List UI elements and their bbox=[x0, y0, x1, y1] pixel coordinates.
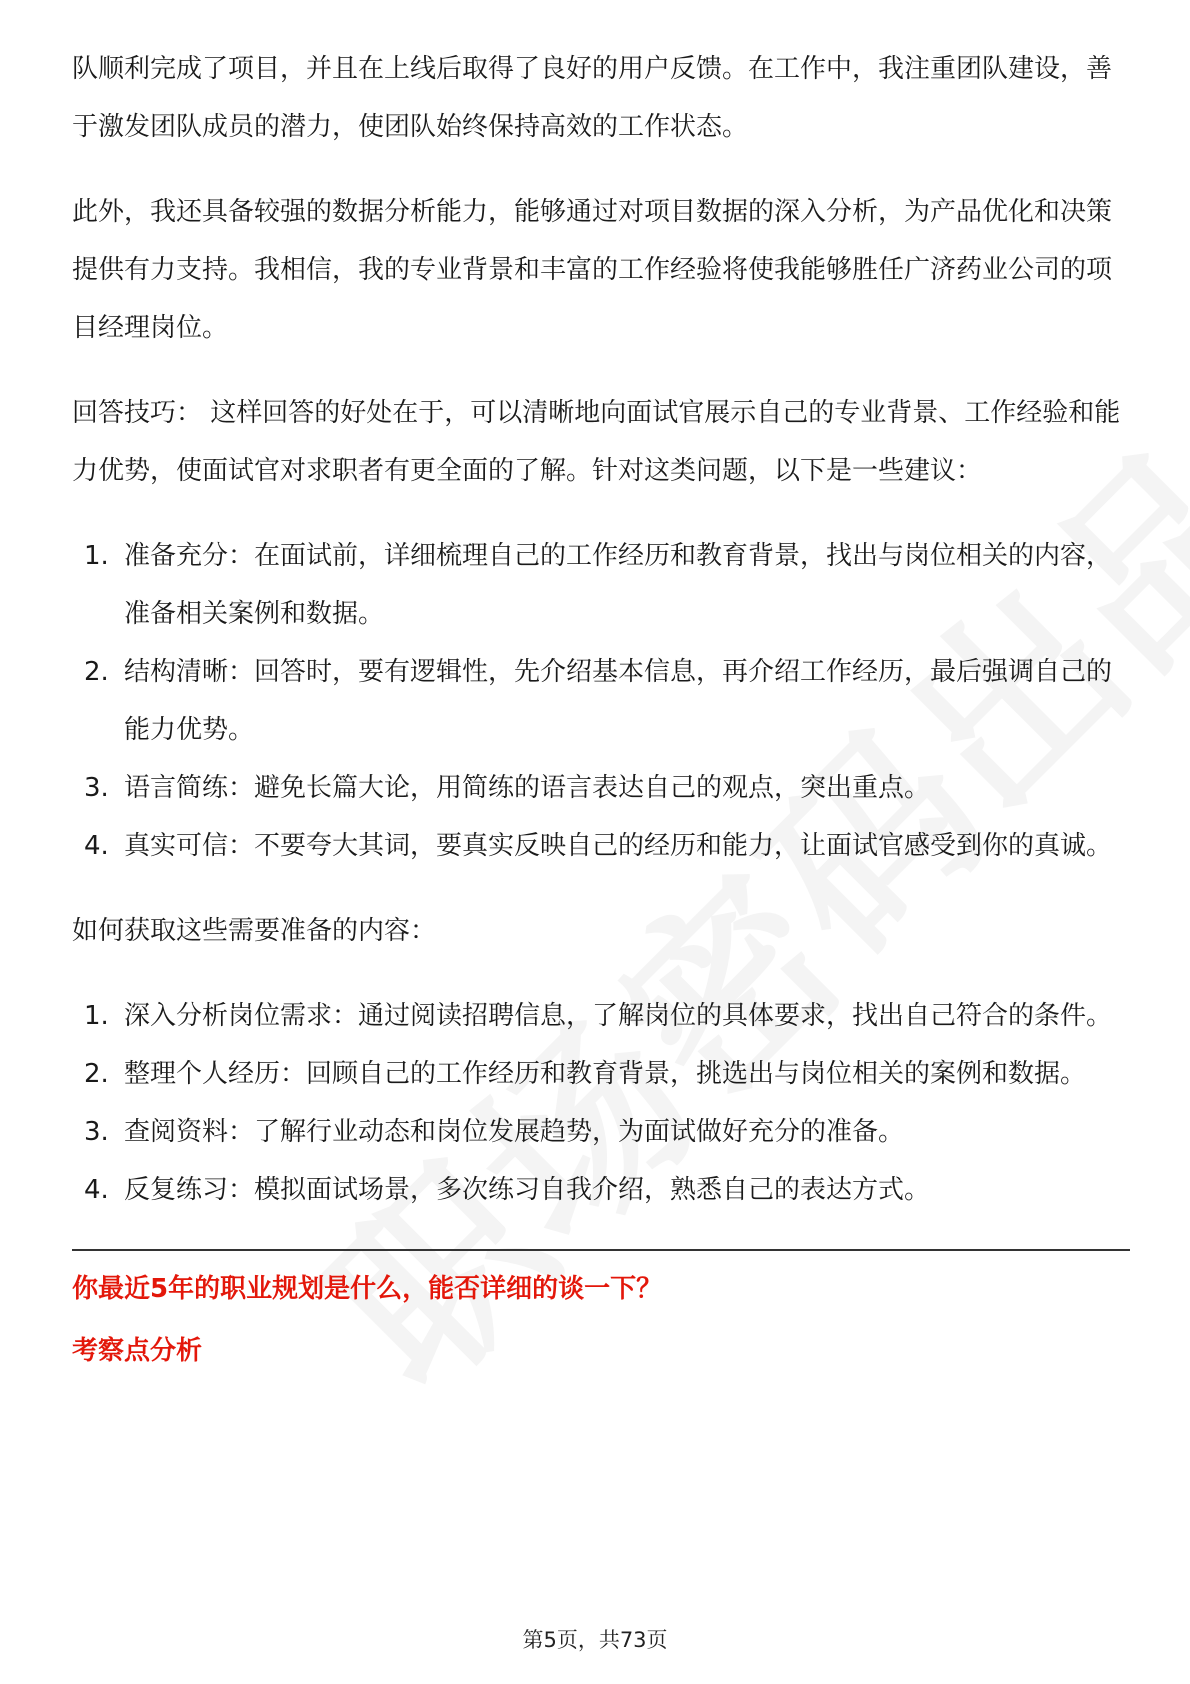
list-item: 2. 整理个人经历：回顾自己的工作经历和教育背景，挑选出与岗位相关的案例和数据。 bbox=[84, 1059, 1087, 1089]
subheading-preparation: 如何获取这些需要准备的内容： bbox=[72, 916, 437, 946]
page-footer: 第5页，共73页 bbox=[522, 1628, 668, 1652]
analysis-heading: 考察点分析 bbox=[72, 1336, 203, 1366]
tips-list bbox=[72, 527, 1130, 875]
list-item: 3. 查阅资料：了解行业动态和岗位发展趋势，为面试做好充分的准备。 bbox=[84, 1117, 905, 1147]
paragraph-answer-tips: 回答技巧： 这样回答的好处在于，可以清晰地向面试官展示自己的专业背景、工作经验和能力优势，使面试官对求职者有更全面的了解。针对这类问题，以下是一些建议： bbox=[72, 398, 1121, 486]
list-item: 1. 准备充分：在面试前，详细梳理自己的工作经历和教育背景，找出与岗位相关的内容，准备相关案例和数据。 bbox=[84, 541, 1113, 629]
paragraph-team-building: 队顺利完成了项目，并且在上线后取得了良好的用户反馈。在工作中，我注重团队建设，善于激发团队成员的潜力，使团队始终保持高效的工作状态。 bbox=[72, 54, 1113, 142]
document-body bbox=[72, 40, 1130, 1379]
paragraph-data-analysis: 此外，我还具备较强的数据分析能力，能够通过对项目数据的深入分析，为产品优化和决策提供有力支持。我相信，我的专业背景和丰富的工作经验将使我能够胜任广济药业公司的项目经理岗位。 bbox=[72, 197, 1113, 343]
list-item: 2. 结构清晰：回答时，要有逻辑性，先介绍基本信息，再介绍工作经历，最后强调自己的能力优势。 bbox=[84, 657, 1113, 745]
list-item: 4. 真实可信：不要夸大其词，要真实反映自己的经历和能力，让面试官感受到你的真诚。 bbox=[84, 831, 1113, 861]
list-item: 3. 语言简练：避免长篇大论，用简练的语言表达自己的观点，突出重点。 bbox=[84, 773, 931, 803]
list-item: 4. 反复练习：模拟面试场景，多次练习自我介绍，熟悉自己的表达方式。 bbox=[84, 1175, 931, 1205]
preparation-list bbox=[72, 987, 1130, 1219]
interview-question: 你最近5年的职业规划是什么，能否详细的谈一下？ bbox=[72, 1274, 663, 1304]
list-item: 1. 深入分析岗位需求：通过阅读招聘信息，了解岗位的具体要求，找出自己符合的条件。 bbox=[84, 1001, 1113, 1031]
